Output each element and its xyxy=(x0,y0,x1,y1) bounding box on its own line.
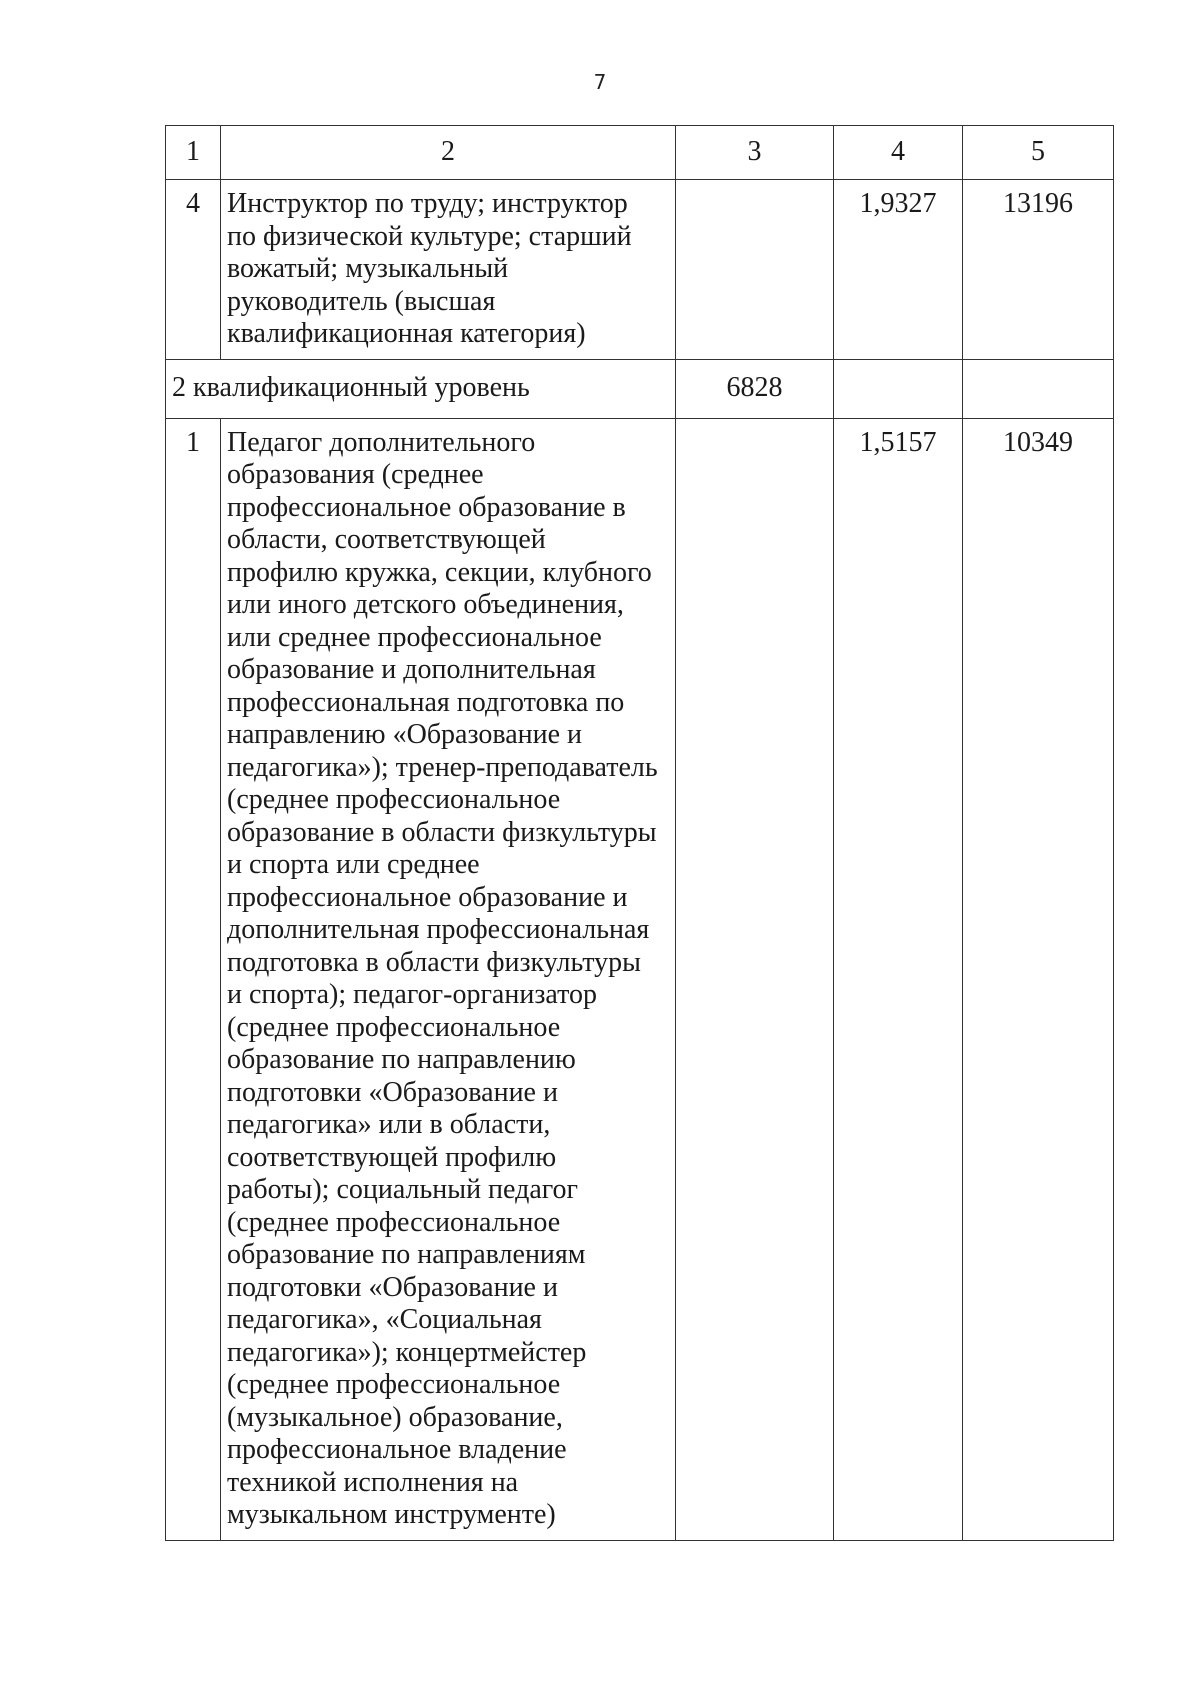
salary-cell: 13196 xyxy=(963,180,1114,360)
coefficient-cell: 1,5157 xyxy=(834,418,963,1540)
empty-cell xyxy=(963,359,1114,418)
table-header-row xyxy=(166,126,1114,180)
row-number: 4 xyxy=(166,180,221,360)
base-salary-cell xyxy=(676,180,834,360)
page-number: 7 xyxy=(593,70,607,94)
coefficient-cell: 1,9327 xyxy=(834,180,963,360)
position-description: Педагог дополнительного образования (среднее профессиональное образование в области, соответствующей профилю кружка, секции, клубного или иного детского объединения, или среднее профессиональное образование и дополнительная профессиональная подготовка по направлению «Образование и педагогика»); тренер-преподаватель (среднее профессиональное образование в области физкультуры и спорта или среднее профессиональное образование и дополнительная профессиональная подготовка в области физкультуры и спорта); педагог-организатор (среднее профессиональное образование по направлению подготовки «Образование и педагогика» или в области, соответствующей профилю работы); социальный педагог (среднее профессиональное образование по направлениям подготовки «Образование и педагогика», «Социальная педагогика»); концертмейстер (среднее профессиональное (музыкальное) образование, профессиональное владение техникой исполнения на музыкальном инструменте) xyxy=(221,418,676,1540)
table-row-pedagog xyxy=(166,418,1114,1540)
salary-cell: 10349 xyxy=(963,418,1114,1540)
column-header-1: 1 xyxy=(166,126,221,180)
qualification-level-label: 2 квалификационный уровень xyxy=(166,359,676,418)
column-header-2: 2 xyxy=(221,126,676,180)
qualification-level-base-salary: 6828 xyxy=(676,359,834,418)
empty-cell xyxy=(834,359,963,418)
column-header-4: 4 xyxy=(834,126,963,180)
position-description: Инструктор по труду; инструктор по физической культуре; старший вожатый; музыкальный руководитель (высшая квалификационная категория) xyxy=(221,180,676,360)
row-number: 1 xyxy=(166,418,221,1540)
column-header-5: 5 xyxy=(963,126,1114,180)
table-row-instructor xyxy=(166,180,1114,360)
salary-table xyxy=(165,125,1114,1541)
qualification-level-row xyxy=(166,359,1114,418)
base-salary-cell xyxy=(676,418,834,1540)
column-header-3: 3 xyxy=(676,126,834,180)
